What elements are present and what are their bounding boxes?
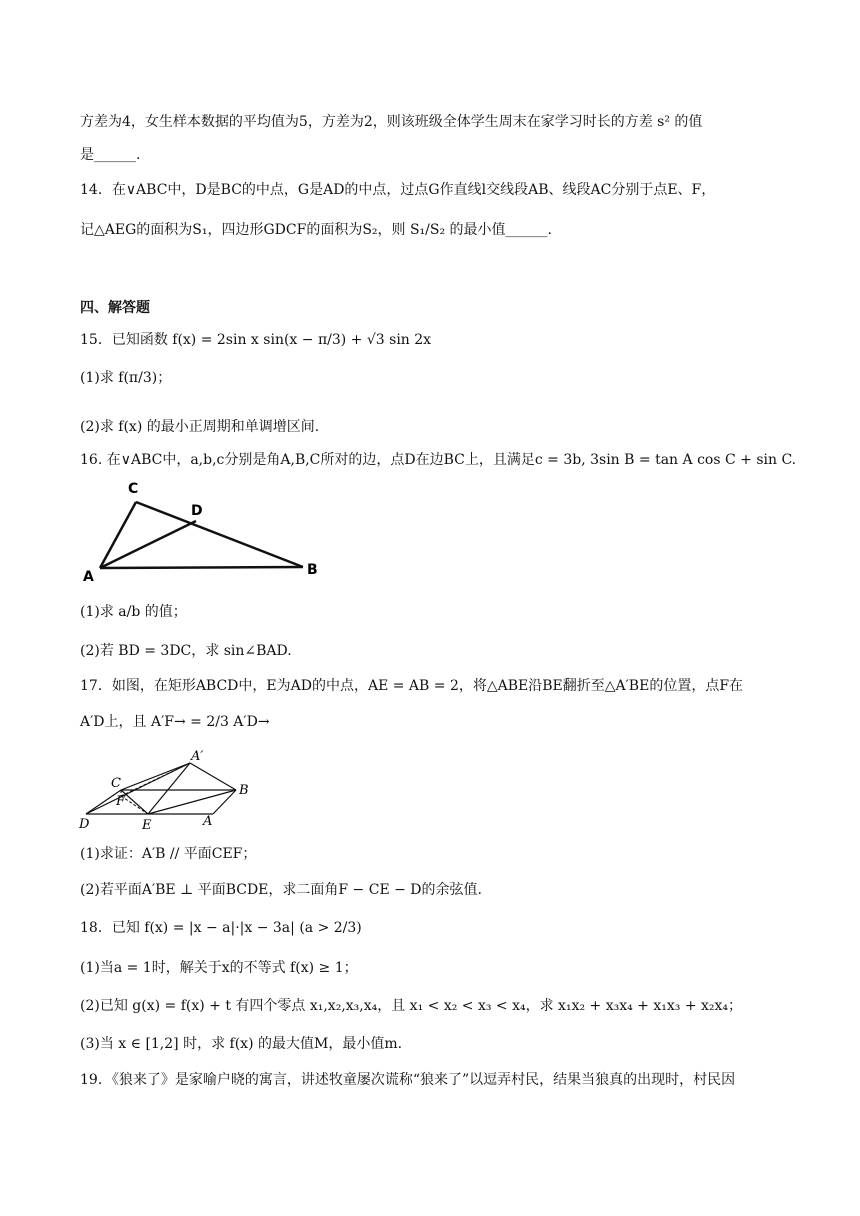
vertex-label-b: B — [239, 783, 249, 798]
problem-16-part-2: (2)若 BD = 3DC，求 sin∠BAD. — [80, 643, 292, 659]
problem-18-stem: 18．已知 f(x) = |x − a|·|x − 3a| (a > 2/3) — [80, 920, 362, 936]
vertex-label-d: D — [79, 817, 90, 832]
problem-18-part-1: (1)当a = 1时，解关于x的不等式 f(x) ≥ 1； — [80, 960, 358, 976]
problem-14-line-2: 记△AEG的面积为S₁，四边形GDCF的面积为S₂，则 S₁/S₂ 的最小值______. — [80, 222, 552, 238]
folded-rectangle-figure-17 — [78, 748, 268, 833]
vertex-label-c: C — [111, 776, 121, 791]
vertex-label-f: F — [116, 794, 126, 809]
problem-14-line-1: 14．在∨ABC中，D是BC的中点，G是AD的中点，过点G作直线l交线段AB、线段AC分别于点E、F， — [80, 182, 716, 198]
problem-17-stem-line-1: 17．如图，在矩形ABCD中，E为AD的中点，AE = AB = 2，将△ABE沿BE翻折至△A′BE的位置，点F在 — [80, 678, 744, 694]
vertex-label-a: A — [83, 569, 94, 585]
text-line-2: 是______. — [80, 147, 141, 163]
problem-19-stem: 19．《狼来了》是家喻户晓的寓言，讲述牧童屡次谎称“狼来了”以逗弄村民，结果当狼真的出现时，村民因 — [80, 1072, 736, 1088]
vertex-label-a: A — [203, 814, 213, 829]
vertex-label-b: B — [307, 562, 318, 578]
problem-17-stem-line-2: A′D上，且 A′F→ = 2/3 A′D→ — [80, 714, 270, 730]
vertex-label-d: D — [191, 503, 203, 519]
problem-16-stem: 16. 在∨ABC中，a,b,c分别是角A,B,C所对的边，点D在边BC上，且满足c = 3b, 3sin B = tan A cos C + sin C. — [80, 452, 797, 468]
problem-15-stem: 15．已知函数 f(x) = 2sin x sin(x − π/3) + √3 sin 2x — [80, 332, 432, 348]
problem-18-part-2: (2)已知 g(x) = f(x) + t 有四个零点 x₁,x₂,x₃,x₄，且 x₁ < x₂ < x₃ < x₄，求 x₁x₂ + x₃x₄ + x₁x₃ + x₂x₄； — [80, 998, 743, 1014]
problem-15-part-1: (1)求 f(π/3)； — [80, 370, 172, 386]
problem-16-part-1: (1)求 a/b 的值； — [80, 604, 187, 620]
vertex-label-e: E — [142, 818, 152, 833]
triangle-figure-16 — [78, 475, 338, 585]
vertex-label-a-prime: A′ — [191, 749, 204, 764]
problem-17-part-1: (1)求证：A′B // 平面CEF； — [80, 846, 257, 862]
section-heading: 四、解答题 — [80, 300, 150, 316]
vertex-label-c: C — [128, 481, 139, 497]
problem-17-part-2: (2)若平面A′BE ⊥ 平面BCDE，求二面角F − CE − D的余弦值. — [80, 882, 482, 898]
problem-15-part-2: (2)求 f(x) 的最小正周期和单调增区间. — [80, 419, 320, 435]
problem-18-part-3: (3)当 x ∈ [1,2] 时，求 f(x) 的最大值M，最小值m. — [80, 1036, 403, 1052]
text-line-1: 方差为4，女生样本数据的平均值为5，方差为2，则该班级全体学生周末在家学习时长的方差 s² 的值 — [80, 114, 703, 130]
